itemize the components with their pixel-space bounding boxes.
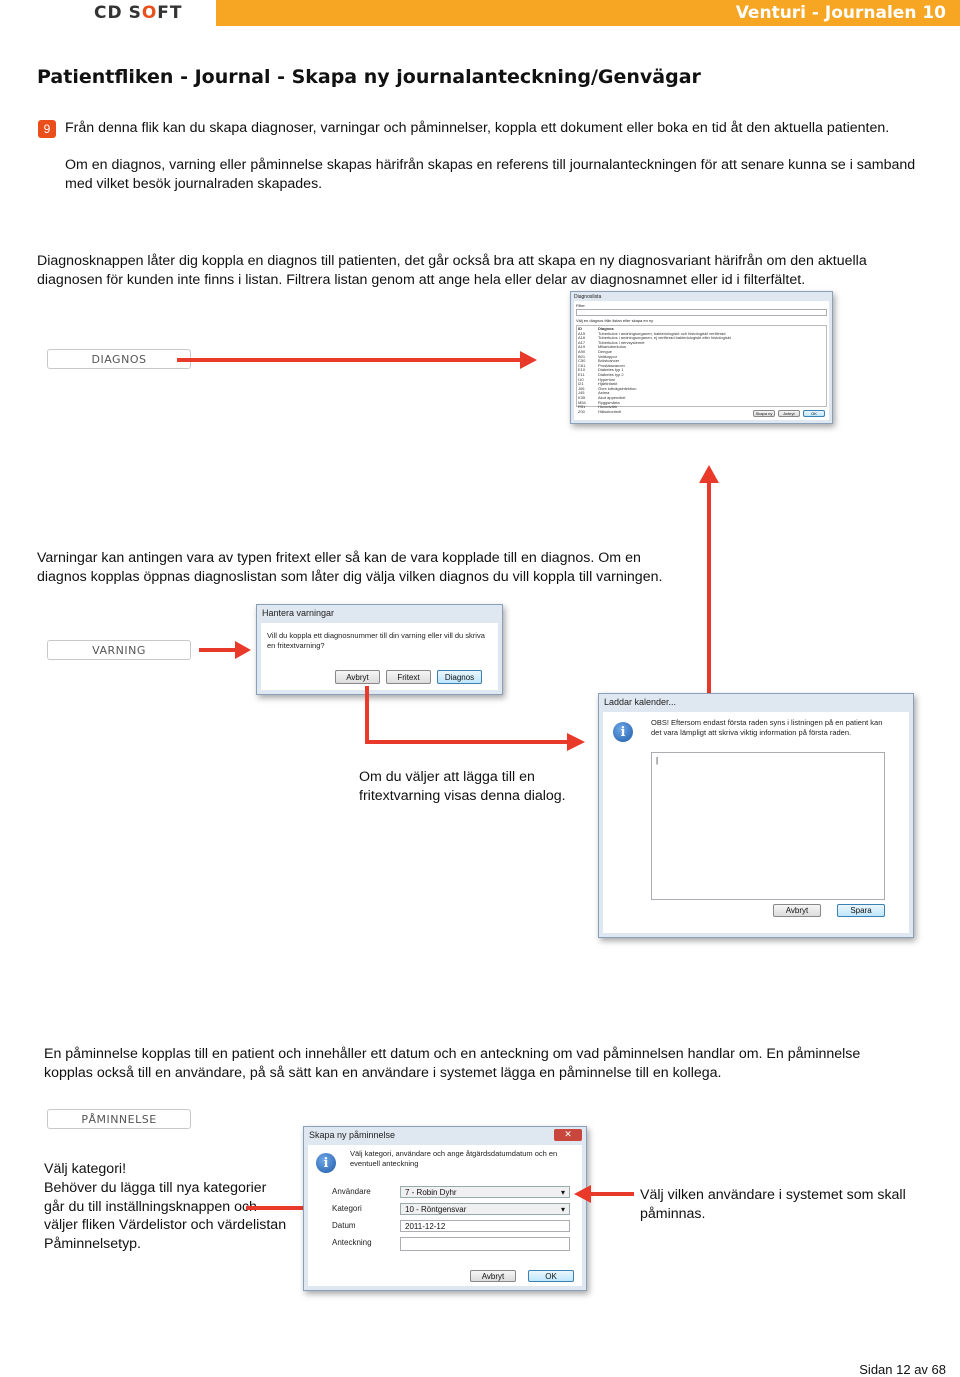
user-note: Välj vilken användare i systemet som skall påminnas. <box>640 1187 906 1222</box>
diagnos-id: I21 <box>578 381 584 387</box>
skapa-paminnelse-dialog <box>303 1126 587 1291</box>
note-field[interactable] <box>400 1237 570 1251</box>
arrow-to-hantera-varningar <box>197 638 253 662</box>
filter-label: Filter <box>576 303 585 308</box>
header-title: Venturi - Journalen 10 <box>735 3 946 23</box>
diagnos-id: A19 <box>578 344 586 350</box>
hantera-varningar-question: Vill du koppla ett diagnosnummer till din varning eller vill du skriva en fritextvarning? <box>267 631 485 650</box>
diagnos-id: K35 <box>578 394 586 400</box>
page-title: Patientfliken - Journal - Skapa ny journalanteckning/Genvägar <box>37 66 701 88</box>
category-label: Kategori <box>332 1204 362 1213</box>
diagnos-id: B01 <box>578 353 586 359</box>
info-icon: i <box>316 1153 336 1173</box>
step-badge: 9 <box>38 120 56 138</box>
paminnelse-cancel-button[interactable]: Avbryt <box>470 1270 516 1282</box>
chevron-down-icon: ▾ <box>560 1187 565 1197</box>
diagnos-id: A15 <box>578 330 586 336</box>
fritext-varning-dialog <box>598 693 914 938</box>
diagnos-name: Astma <box>598 390 610 396</box>
diagnos-name: Tuberkulos i andningsorganen, ej verifierad bakteriologiskt eller histologiskt <box>598 335 731 341</box>
diagnos-name: Hälsokontroll <box>598 408 622 414</box>
paminnelse-info: Välj kategori, användare och ange åtgärdsdatumdatum och en eventuell anteckning <box>350 1149 558 1168</box>
chevron-down-icon: ▾ <box>560 1204 565 1214</box>
intro-line-2: Om en diagnos, varning eller påminnelse skapas härifrån skapas en referens till journalanteckningen för att senare kunna se i samband med vilket besök journalraden skapades. <box>65 157 916 192</box>
diagnos-id: R51 <box>578 404 586 410</box>
diagnos-name: Prostatacancer <box>598 362 625 368</box>
category-note-title: Välj kategori! <box>44 1161 127 1177</box>
fritext-save-button[interactable]: Spara <box>837 904 885 917</box>
paminnelse-description: En påminnelse kopplas till en patient och innehåller ett datum och en anteckning om vad påminnelsen handlar om. En påminnelse kopplas också till en användare, på så sätt kan en användare i systemet lägga en påminnelse till en kollega. <box>44 1046 861 1081</box>
user-select[interactable]: 7 - Robin Dyhr ▾ <box>400 1186 570 1198</box>
diagnos-name: Hjärtinfarkt <box>598 381 618 387</box>
diagnos-name: Bröstcancer <box>598 358 620 364</box>
diagnoslist-title: Diagnoslista <box>574 294 602 300</box>
diagnos-list-header: ID Diagnos <box>578 326 614 331</box>
diagnos-name: Ryggsmärta <box>598 399 620 405</box>
logo-cd: CD <box>94 3 123 23</box>
diagnos-id: A17 <box>578 339 586 345</box>
hantera-varningar-dialog <box>256 604 503 695</box>
paminnelse-button[interactable]: PÅMINNELSE <box>47 1109 191 1129</box>
diagnos-id: M54 <box>578 399 586 405</box>
diagnoslist-cancel-button[interactable]: Avbryt <box>778 410 800 417</box>
varning-diagnos-button[interactable]: Diagnos <box>437 670 482 684</box>
fritext-caption: Om du väljer att lägga till en fritextvarning visas denna dialog. <box>359 769 566 804</box>
info-icon: i <box>613 722 633 742</box>
arrow-fritext-to-dialog <box>355 684 591 754</box>
diagnos-button[interactable]: DIAGNOS <box>47 349 191 369</box>
diagnos-id: J45 <box>578 390 585 396</box>
diagnos-id: I10 <box>578 376 584 382</box>
diagnos-id: E10 <box>578 367 586 373</box>
close-icon[interactable]: ✕ <box>554 1129 582 1141</box>
diagnos-name: Miliartuberkulos <box>598 344 627 350</box>
diagnos-id: J06 <box>578 385 585 391</box>
diagnos-name: Diabetes typ 1 <box>598 367 624 373</box>
arrow-up-to-diagnoslist <box>697 463 721 695</box>
fritext-textarea[interactable]: | <box>651 752 885 900</box>
date-label: Datum <box>332 1221 356 1230</box>
category-select[interactable]: 10 - Röntgensvar ▾ <box>400 1203 570 1215</box>
diagnos-name: Dengue <box>598 348 613 354</box>
paminnelse-dialog-title: Skapa ny påminnelse <box>309 1130 396 1140</box>
varning-cancel-button[interactable]: Avbryt <box>335 670 380 684</box>
arrow-to-user-select <box>572 1182 636 1206</box>
hantera-varningar-title: Hantera varningar <box>262 608 335 618</box>
diagnos-id: Z00 <box>578 408 585 414</box>
varning-fritext-button[interactable]: Fritext <box>386 670 431 684</box>
fritext-dialog-message: OBS! Eftersom endast första raden syns i listningen på en patient kan det vara lämpligt att skriva viktig information på första raden. <box>651 718 883 737</box>
diagnos-name: Tuberkulos i andningsorganen, bakteriologiskt och histologiskt verifierad <box>598 330 726 336</box>
page-number: Sidan 12 av 68 <box>859 1362 946 1377</box>
filter-input[interactable] <box>576 309 827 316</box>
diagnos-name: Hypertoni <box>598 376 616 382</box>
diagnos-id: C50 <box>578 358 586 364</box>
diagnoslist-window <box>570 291 833 424</box>
note-label: Anteckning <box>332 1238 372 1247</box>
diagnos-id: A16 <box>578 335 586 341</box>
diagnos-name: Vattkoppor <box>598 353 618 359</box>
varning-button[interactable]: VARNING <box>47 640 191 660</box>
arrow-to-diagnoslist <box>175 348 540 372</box>
diagnos-id: C61 <box>578 362 586 368</box>
diagnos-id: E11 <box>578 371 585 377</box>
diagnos-description: Diagnosknappen låter dig koppla en diagnos till patienten, det går också bra att skapa en ny diagnosvariant härifrån om den aktuella diagnosen för kunden inte finns i listan. Filtrera listan genom att ange hela eller delar av diagnosnamnet eller id i filterfältet. <box>37 253 867 288</box>
diagnoslist-ok-button[interactable]: OK <box>803 410 825 417</box>
intro-line-1: Från denna flik kan du skapa diagnoser, varningar och påminnelser, koppla ett dokument eller boka en tid åt den aktuella patienten. <box>65 120 890 136</box>
fritext-cancel-button[interactable]: Avbryt <box>773 904 821 917</box>
paminnelse-ok-button[interactable]: OK <box>528 1270 574 1282</box>
user-label: Användare <box>332 1187 371 1196</box>
diagnos-name: Övre luftvägsinfektion <box>598 385 637 391</box>
category-note: Behöver du lägga till nya kategorier går du till inställningsknappen och väljer fliken Värdelistor och värdelistan Påminnelsetyp. <box>44 1180 287 1252</box>
logo-soft: SOFT <box>128 3 183 23</box>
diagnos-name: Tuberkulos i nervsystemet <box>598 339 645 345</box>
diagnos-id: A90 <box>578 348 586 354</box>
fritext-dialog-title: Laddar kalender... <box>604 697 677 707</box>
date-field[interactable]: 2011-12-12 <box>400 1220 570 1232</box>
varning-description: Varningar kan antingen vara av typen fritext eller så kan de vara kopplade till en diagnos. Om en diagnos kopplas öppnas diagnoslistan som låter dig välja vilken diagnos du vill koppla till varningen. <box>37 550 663 585</box>
diagnoslist-hint: Välj en diagnos från listan eller skapa en ny <box>576 318 654 323</box>
diagnos-name: Akut appendicit <box>598 394 626 400</box>
diagnos-name: Diabetes typ 2 <box>598 371 624 377</box>
diagnos-name: Huvudvärk <box>598 404 618 410</box>
cd-soft-logo <box>88 0 216 26</box>
create-new-diagnos-button[interactable]: Skapa ny <box>753 410 775 417</box>
